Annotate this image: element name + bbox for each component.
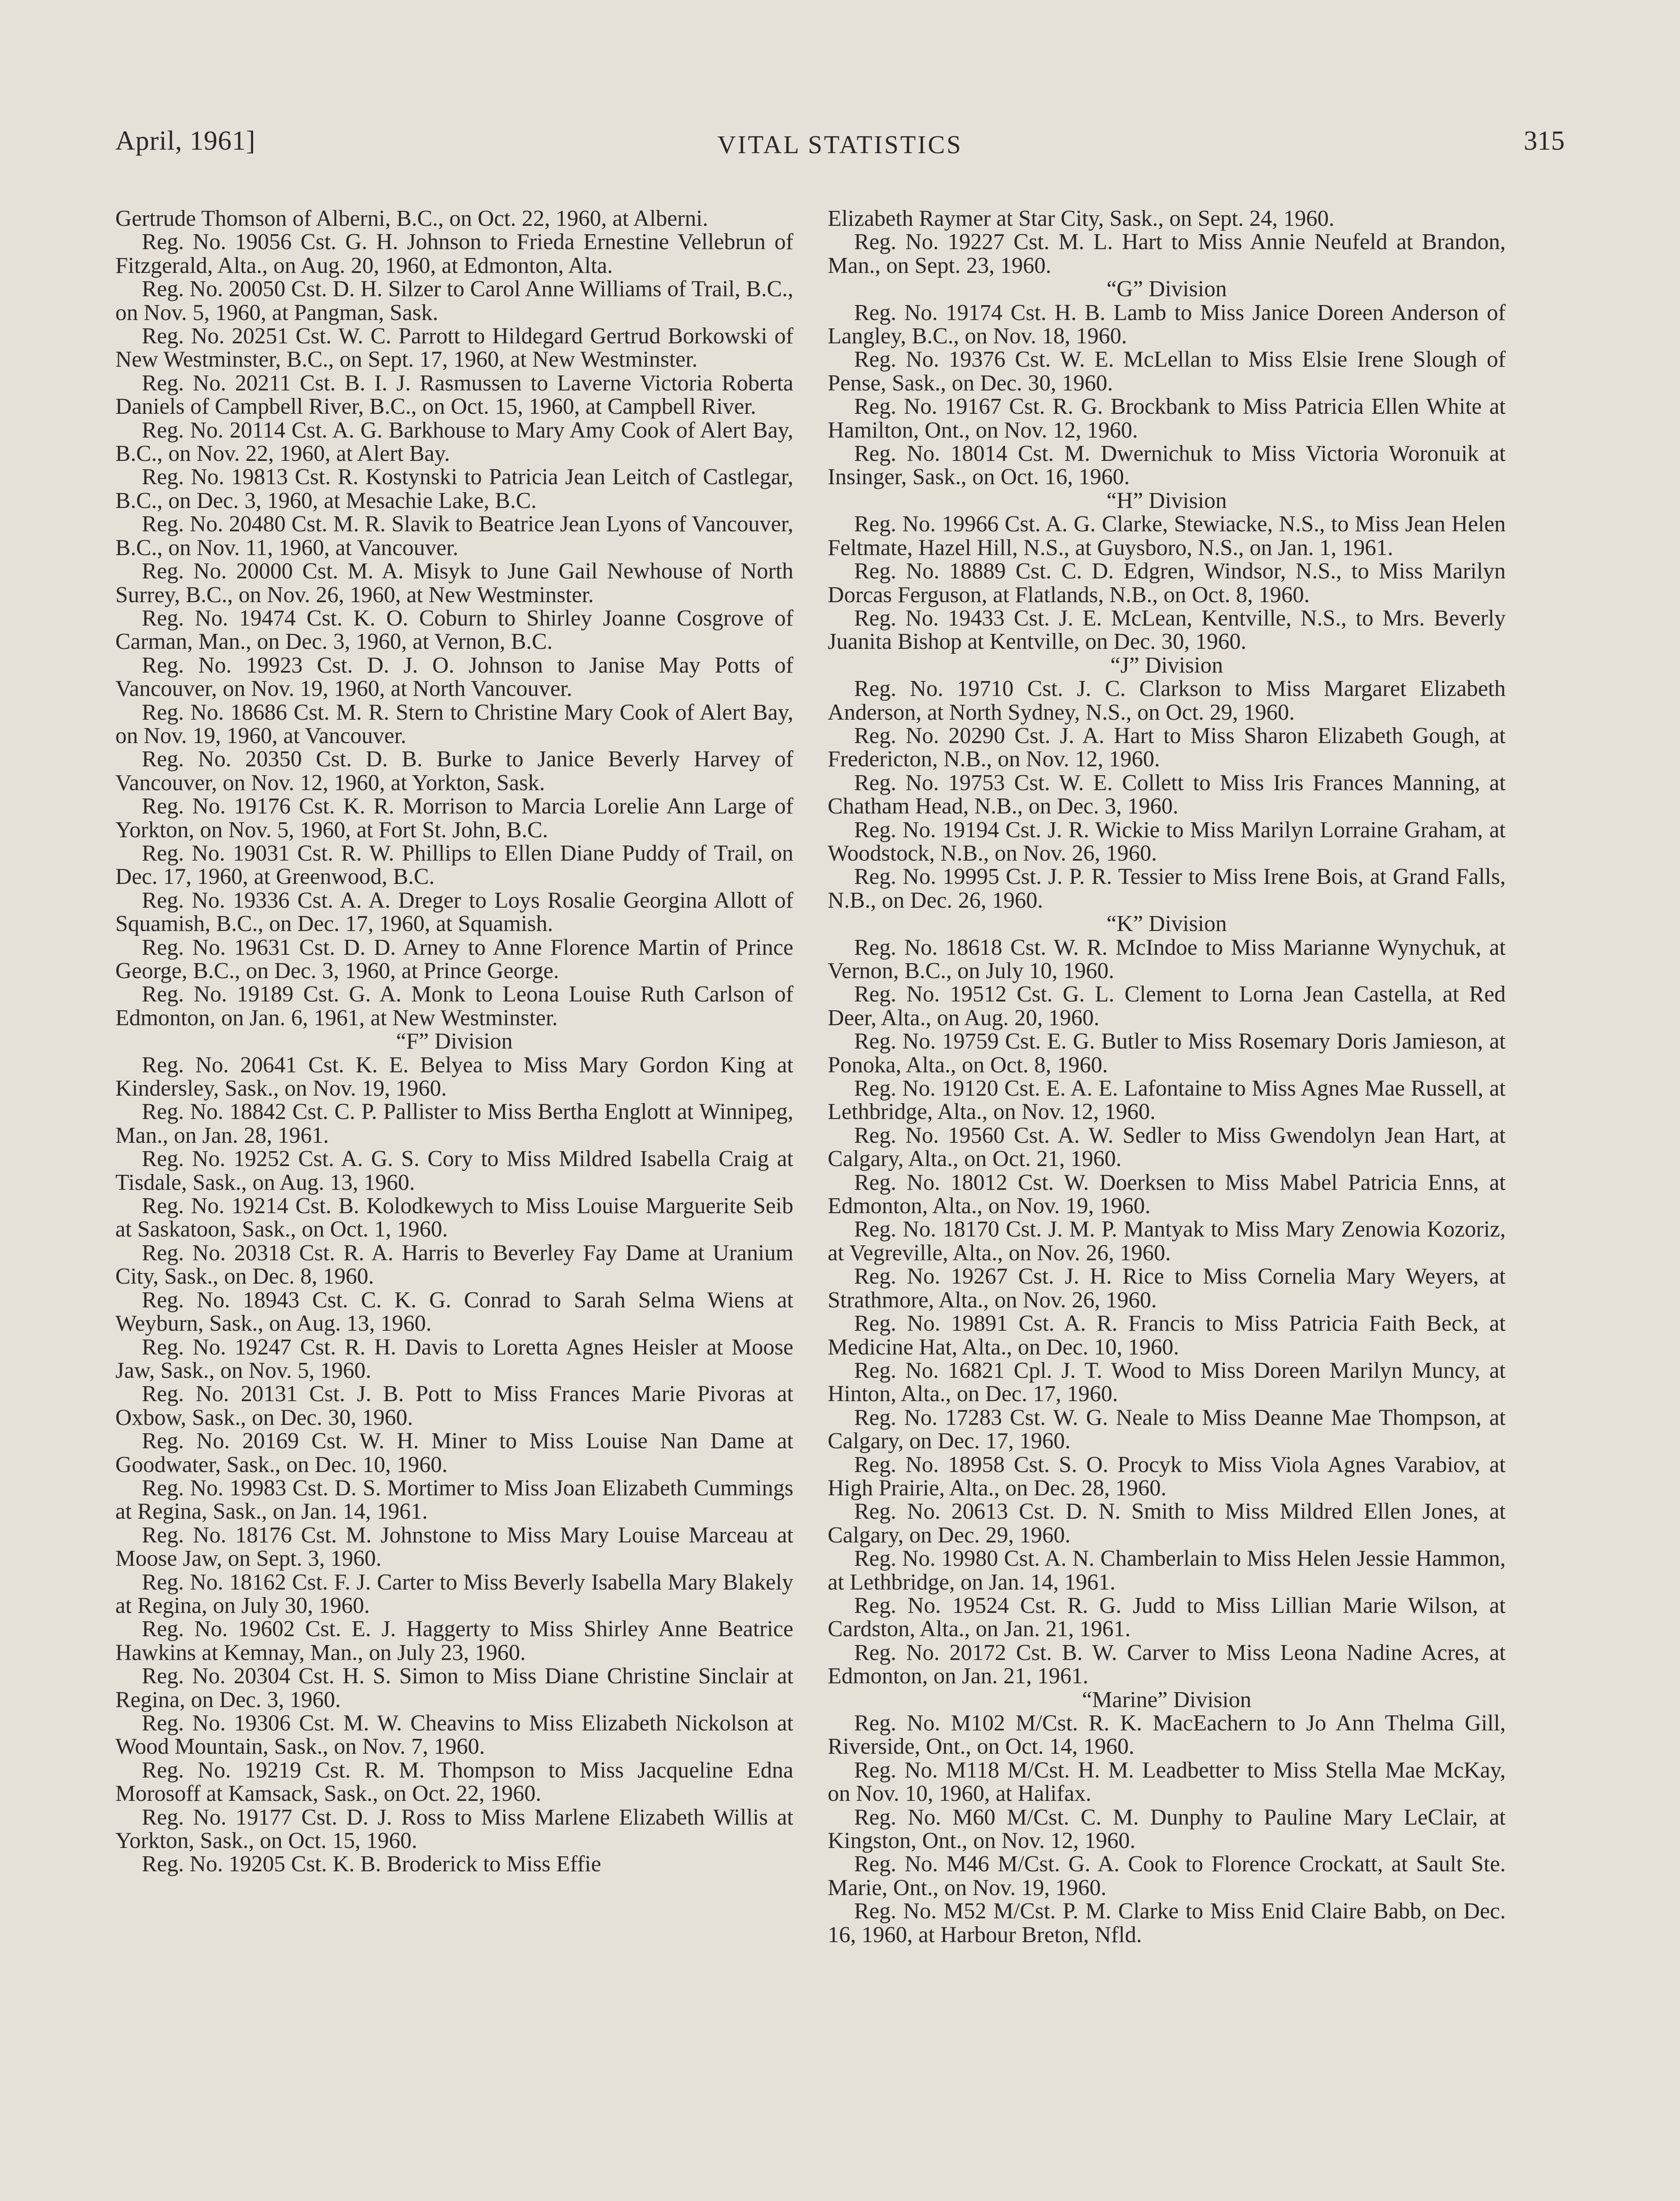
marriage-entry: Reg. No. 19205 Cst. K. B. Broderick to Miss Effie xyxy=(142,1851,601,1877)
division-heading: “J” Division xyxy=(1110,652,1223,678)
marriage-entry: Reg. No. 19433 Cst. J. E. McLean, Kentville, N.S., to Mrs. Beverly Juanita Bishop at Kentville, on Dec. 30, 1960. xyxy=(828,605,1506,655)
marriage-entry: Reg. No. 20169 Cst. W. H. Miner to Miss Louise Nan Dame at Goodwater, Sask., on Dec. 10, 1960. xyxy=(115,1428,793,1477)
marriage-entry: Reg. No. 19759 Cst. E. G. Butler to Miss Rosemary Doris Jamieson, at Ponoka, Alta., on Oct. 8, 1960. xyxy=(828,1029,1506,1078)
marriage-entry: Reg. No. 19336 Cst. A. A. Dreger to Loys Rosalie Georgina Allott of Squamish, B.C., on Dec. 17, 1960, at Squamish. xyxy=(115,887,793,937)
right-column xyxy=(828,207,1506,1947)
section-title: VITAL STATISTICS xyxy=(717,130,963,159)
marriage-entry: Reg. No. M46 M/Cst. G. A. Cook to Florence Crockatt, at Sault Ste. Marie, Ont., on Nov. 19, 1960. xyxy=(828,1851,1506,1900)
marriage-entry: Reg. No. 20172 Cst. B. W. Carver to Miss Leona Nadine Acres, at Edmonton, on Jan. 21, 1961. xyxy=(828,1640,1506,1689)
marriage-entry: Reg. No. 19376 Cst. W. E. McLellan to Miss Elsie Irene Slough of Pense, Sask., on Dec. 30, 1960. xyxy=(828,347,1506,396)
marriage-entry: Reg. No. 20211 Cst. B. I. J. Rasmussen to Laverne Victoria Roberta Daniels of Campbell River, B.C., on Oct. 15, 1960, at Campbell River. xyxy=(115,370,793,420)
marriage-entry: Reg. No. 19174 Cst. H. B. Lamb to Miss Janice Doreen Anderson of Langley, B.C., on Nov. 18, 1960. xyxy=(828,300,1506,349)
marriage-entry: Reg. No. 17283 Cst. W. G. Neale to Miss Deanne Mae Thompson, at Calgary, on Dec. 17, 1960. xyxy=(828,1405,1506,1454)
marriage-entry: Reg. No. 19923 Cst. D. J. O. Johnson to Janise May Potts of Vancouver, on Nov. 19, 1960, at North Vancouver. xyxy=(115,652,793,702)
marriage-entry: Reg. No. 19267 Cst. J. H. Rice to Miss Cornelia Mary Weyers, at Strathmore, Alta., on Nov. 26, 1960. xyxy=(828,1264,1506,1313)
marriage-entry: Reg. No. M118 M/Cst. H. M. Leadbetter to Miss Stella Mae McKay, on Nov. 10, 1960, at Halifax. xyxy=(828,1757,1506,1807)
marriage-entry: Reg. No. 18958 Cst. S. O. Procyk to Miss Viola Agnes Varabiov, at High Prairie, Alta., on Dec. 28, 1960. xyxy=(828,1452,1506,1501)
marriage-entry: Reg. No. 20350 Cst. D. B. Burke to Janice Beverly Harvey of Vancouver, on Nov. 12, 1960, at Yorkton, Sask. xyxy=(115,747,793,795)
division-heading: “Marine” Division xyxy=(1082,1687,1252,1712)
marriage-entry: Reg. No. M102 M/Cst. R. K. MacEachern to Jo Ann Thelma Gill, Riverside, Ont., on Oct. 14, 1960. xyxy=(828,1711,1506,1759)
marriage-entry: Reg. No. 20613 Cst. D. N. Smith to Miss Mildred Ellen Jones, at Calgary, on Dec. 29, 1960. xyxy=(828,1499,1506,1548)
marriage-entry: Reg. No. 20304 Cst. H. S. Simon to Miss Diane Christine Sinclair at Regina, on Dec. 3, 1960. xyxy=(115,1664,793,1712)
division-heading: “K” Division xyxy=(1106,911,1227,937)
marriage-entry: Reg. No. 18618 Cst. W. R. McIndoe to Miss Marianne Wynychuk, at Vernon, B.C., on July 10, 1960. xyxy=(828,935,1506,983)
marriage-entry: Reg. No. 19524 Cst. R. G. Judd to Miss Lillian Marie Wilson, at Cardston, Alta., on Jan. 21, 1961. xyxy=(828,1593,1506,1642)
marriage-entry: Reg. No. 18012 Cst. W. Doerksen to Miss Mabel Patricia Enns, at Edmonton, Alta., on Nov. 19, 1960. xyxy=(828,1170,1506,1219)
marriage-entry: Reg. No. 19631 Cst. D. D. Arney to Anne Florence Martin of Prince George, B.C., on Dec. 3, 1960, at Prince George. xyxy=(115,935,793,983)
marriage-entry: Reg. No. 19056 Cst. G. H. Johnson to Frieda Ernestine Vellebrun of Fitzgerald, Alta., on Aug. 20, 1960, at Edmonton, Alta. xyxy=(115,229,793,278)
marriage-entry: Reg. No. 20251 Cst. W. C. Parrott to Hildegard Gertrud Borkowski of New Westminster, B.C., on Sept. 17, 1960, at New Westminster. xyxy=(115,324,793,372)
division-heading: “G” Division xyxy=(1106,276,1227,302)
marriage-entry: Reg. No. 19512 Cst. G. L. Clement to Lorna Jean Castella, at Red Deer, Alta., on Aug. 20, 1960. xyxy=(828,982,1506,1031)
marriage-entry: Reg. No. 20050 Cst. D. H. Silzer to Carol Anne Williams of Trail, B.C., on Nov. 5, 1960, at Pangman, Sask. xyxy=(115,276,793,325)
marriage-entry: Reg. No. 18943 Cst. C. K. G. Conrad to Sarah Selma Wiens at Weyburn, Sask., on Aug. 13, 1960. xyxy=(115,1287,793,1336)
page-number: 315 xyxy=(1524,126,1565,156)
marriage-entry: Reg. No. 19219 Cst. R. M. Thompson to Miss Jacqueline Edna Morosoff at Kamsack, Sask., on Oct. 22, 1960. xyxy=(115,1757,793,1807)
marriage-entry: Reg. No. 19227 Cst. M. L. Hart to Miss Annie Neufeld at Brandon, Man., on Sept. 23, 1960. xyxy=(828,229,1506,278)
marriage-entry: Reg. No. 18686 Cst. M. R. Stern to Christine Mary Cook of Alert Bay, on Nov. 19, 1960, at Vancouver. xyxy=(115,699,793,748)
continued-entry: Gertrude Thomson of Alberni, B.C., on Oct. 22, 1960, at Alberni. xyxy=(115,206,708,231)
marriage-entry: Reg. No. 20114 Cst. A. G. Barkhouse to Mary Amy Cook of Alert Bay, B.C., on Nov. 22, 1960, at Alert Bay. xyxy=(115,417,793,467)
marriage-entry: Reg. No. 19189 Cst. G. A. Monk to Leona Louise Ruth Carlson of Edmonton, on Jan. 6, 1961, at New Westminster. xyxy=(115,982,793,1031)
marriage-entry: Reg. No. 19031 Cst. R. W. Phillips to Ellen Diane Puddy of Trail, on Dec. 17, 1960, at Greenwood, B.C. xyxy=(115,840,793,890)
marriage-entry: Reg. No. 19120 Cst. E. A. E. Lafontaine to Miss Agnes Mae Russell, at Lethbridge, Alta., on Nov. 12, 1960. xyxy=(828,1076,1506,1125)
marriage-entry: Reg. No. M52 M/Cst. P. M. Clarke to Miss Enid Claire Babb, on Dec. 16, 1960, at Harbour Breton, Nfld. xyxy=(828,1899,1506,1947)
marriage-entry: Reg. No. 20131 Cst. J. B. Pott to Miss Frances Marie Pivoras at Oxbow, Sask., on Dec. 30, 1960. xyxy=(115,1381,793,1430)
marriage-entry: Reg. No. 19474 Cst. K. O. Coburn to Shirley Joanne Cosgrove of Carman, Man., on Dec. 3, 1960, at Vernon, B.C. xyxy=(115,605,793,655)
marriage-entry: Reg. No. M60 M/Cst. C. M. Dunphy to Pauline Mary LeClair, at Kingston, Ont., on Nov. 12, 1960. xyxy=(828,1804,1506,1854)
marriage-entry: Reg. No. 18162 Cst. F. J. Carter to Miss Beverly Isabella Mary Blakely at Regina, on July 30, 1960. xyxy=(115,1569,793,1618)
marriage-entry: Reg. No. 16821 Cpl. J. T. Wood to Miss Doreen Marilyn Muncy, at Hinton, Alta., on Dec. 17, 1960. xyxy=(828,1358,1506,1407)
marriage-entry: Reg. No. 19980 Cst. A. N. Chamberlain to Miss Helen Jessie Hammon, at Lethbridge, on Jan. 14, 1961. xyxy=(828,1546,1506,1595)
running-header xyxy=(115,125,1565,169)
marriage-entry: Reg. No. 19214 Cst. B. Kolodkewych to Miss Louise Marguerite Seib at Saskatoon, Sask., on Oct. 1, 1960. xyxy=(115,1193,793,1242)
marriage-entry: Reg. No. 18176 Cst. M. Johnstone to Miss Mary Louise Marceau at Moose Jaw, on Sept. 3, 1960. xyxy=(115,1522,793,1572)
marriage-entry: Reg. No. 19560 Cst. A. W. Sedler to Miss Gwendolyn Jean Hart, at Calgary, Alta., on Oct. 21, 1960. xyxy=(828,1123,1506,1172)
marriage-entry: Reg. No. 19966 Cst. A. G. Clarke, Stewiacke, N.S., to Miss Jean Helen Feltmate, Hazel Hill, N.S., at Guysboro, N.S., on Jan. 1, 1961. xyxy=(828,512,1506,560)
marriage-entry: Reg. No. 19306 Cst. M. W. Cheavins to Miss Elizabeth Nickolson at Wood Mountain, Sask., on Nov. 7, 1960. xyxy=(115,1711,793,1759)
marriage-entry: Reg. No. 18170 Cst. J. M. P. Mantyak to Miss Mary Zenowia Kozoriz, at Vegreville, Alta., on Nov. 26, 1960. xyxy=(828,1217,1506,1266)
marriage-entry: Reg. No. 19252 Cst. A. G. S. Cory to Miss Mildred Isabella Craig at Tisdale, Sask., on Aug. 13, 1960. xyxy=(115,1146,793,1195)
marriage-entry: Reg. No. 20000 Cst. M. A. Misyk to June Gail Newhouse of North Surrey, B.C., on Nov. 26, 1960, at New Westminster. xyxy=(115,559,793,607)
marriage-entry: Reg. No. 19602 Cst. E. J. Haggerty to Miss Shirley Anne Beatrice Hawkins at Kemnay, Man., on July 23, 1960. xyxy=(115,1616,793,1665)
marriage-entry: Reg. No. 18014 Cst. M. Dwernichuk to Miss Victoria Woronuik at Insinger, Sask., on Oct. 16, 1960. xyxy=(828,441,1506,490)
marriage-entry: Reg. No. 19813 Cst. R. Kostynski to Patricia Jean Leitch of Castlegar, B.C., on Dec. 3, 1960, at Mesachie Lake, B.C. xyxy=(115,464,793,513)
division-heading: “H” Division xyxy=(1106,488,1227,513)
marriage-entry: Reg. No. 20290 Cst. J. A. Hart to Miss Sharon Elizabeth Gough, at Fredericton, N.B., on Nov. 12, 1960. xyxy=(828,723,1506,772)
marriage-entry: Reg. No. 19710 Cst. J. C. Clarkson to Miss Margaret Elizabeth Anderson, at North Sydney, N.S., on Oct. 29, 1960. xyxy=(828,676,1506,725)
left-column xyxy=(115,207,793,1876)
marriage-entry: Reg. No. 19983 Cst. D. S. Mortimer to Miss Joan Elizabeth Cummings at Regina, Sask., on Jan. 14, 1961. xyxy=(115,1475,793,1524)
marriage-entry: Reg. No. 19995 Cst. J. P. R. Tessier to Miss Irene Bois, at Grand Falls, N.B., on Dec. 26, 1960. xyxy=(828,864,1506,913)
continued-entry: Elizabeth Raymer at Star City, Sask., on Sept. 24, 1960. xyxy=(828,206,1334,231)
marriage-entry: Reg. No. 19176 Cst. K. R. Morrison to Marcia Lorelie Ann Large of Yorkton, on Nov. 5, 1960, at Fort St. John, B.C. xyxy=(115,794,793,843)
marriage-entry: Reg. No. 18889 Cst. C. D. Edgren, Windsor, N.S., to Miss Marilyn Dorcas Ferguson, at Flatlands, N.B., on Oct. 8, 1960. xyxy=(828,559,1506,607)
marriage-entry: Reg. No. 19194 Cst. J. R. Wickie to Miss Marilyn Lorraine Graham, at Woodstock, N.B., on Nov. 26, 1960. xyxy=(828,817,1506,866)
marriage-entry: Reg. No. 19891 Cst. A. R. Francis to Miss Patricia Faith Beck, at Medicine Hat, Alta., on Dec. 10, 1960. xyxy=(828,1311,1506,1360)
marriage-entry: Reg. No. 20641 Cst. K. E. Belyea to Miss Mary Gordon King at Kindersley, Sask., on Nov. 19, 1960. xyxy=(115,1052,793,1101)
marriage-entry: Reg. No. 19247 Cst. R. H. Davis to Loretta Agnes Heisler at Moose Jaw, Sask., on Nov. 5, 1960. xyxy=(115,1334,793,1383)
issue-date: April, 1961] xyxy=(115,126,256,156)
division-heading: “F” Division xyxy=(396,1029,513,1054)
marriage-entry: Reg. No. 19753 Cst. W. E. Collett to Miss Iris Frances Manning, at Chatham Head, N.B., on Dec. 3, 1960. xyxy=(828,770,1506,819)
marriage-entry: Reg. No. 19167 Cst. R. G. Brockbank to Miss Patricia Ellen White at Hamilton, Ont., on Nov. 12, 1960. xyxy=(828,394,1506,443)
marriage-entry: Reg. No. 18842 Cst. C. P. Pallister to Miss Bertha Englott at Winnipeg, Man., on Jan. 28, 1961. xyxy=(115,1099,793,1148)
marriage-entry: Reg. No. 20318 Cst. R. A. Harris to Beverley Fay Dame at Uranium City, Sask., on Dec. 8, 1960. xyxy=(115,1240,793,1289)
marriage-entry: Reg. No. 20480 Cst. M. R. Slavik to Beatrice Jean Lyons of Vancouver, B.C., on Nov. 11, 1960, at Vancouver. xyxy=(115,512,793,560)
marriage-entry: Reg. No. 19177 Cst. D. J. Ross to Miss Marlene Elizabeth Willis at Yorkton, Sask., on Oct. 15, 1960. xyxy=(115,1804,793,1854)
